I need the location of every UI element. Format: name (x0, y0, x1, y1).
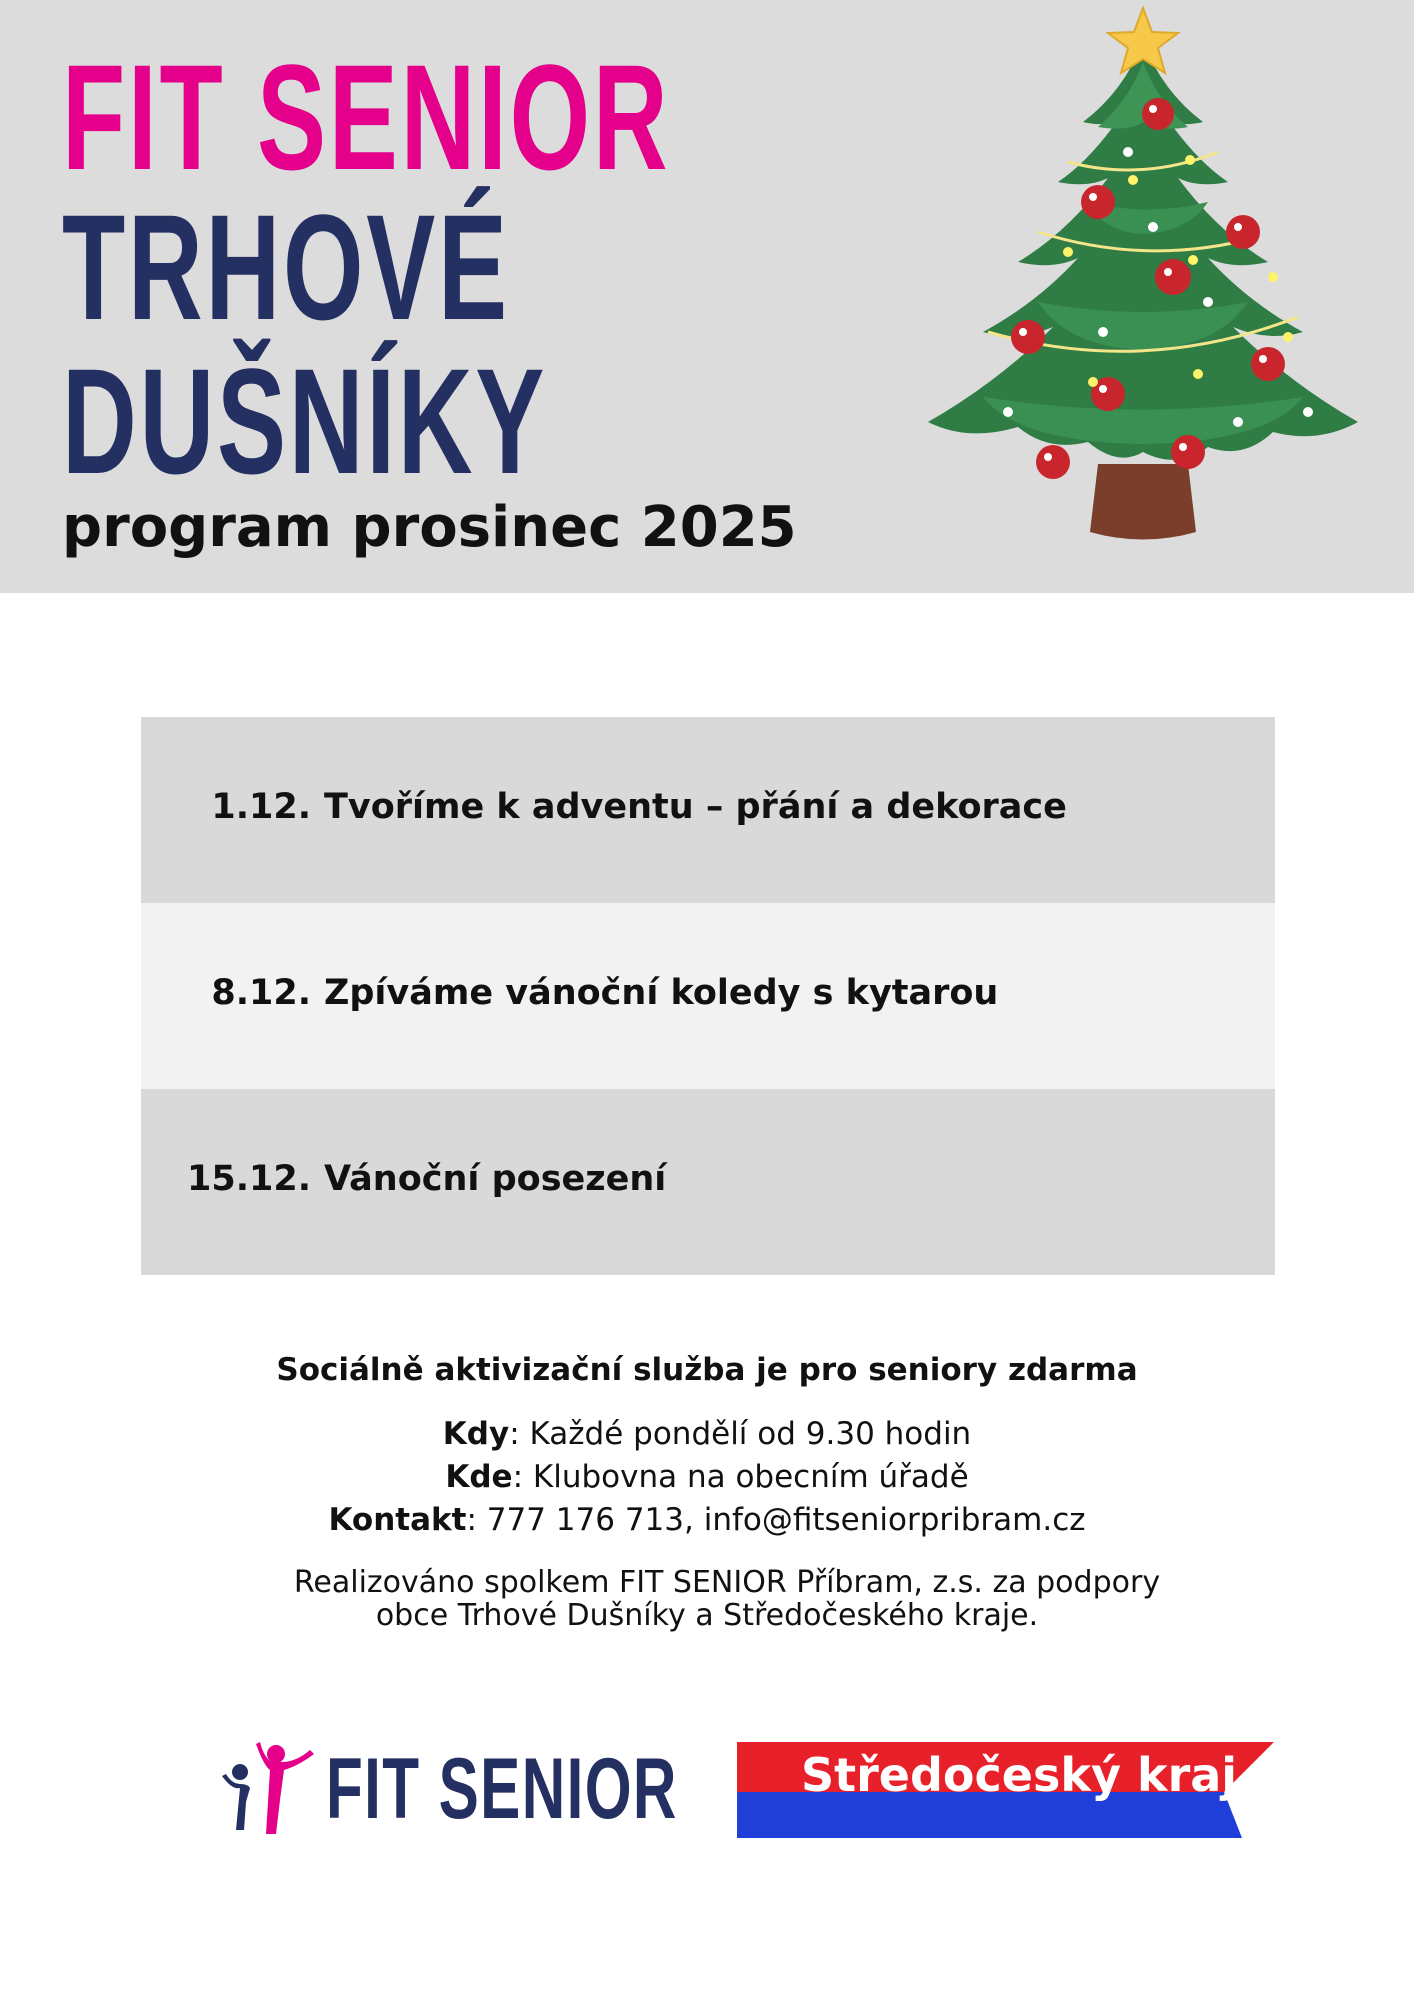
subtitle-program: program prosinec 2025 (62, 495, 797, 560)
when-value: : Každé pondělí od 9.30 hodin (509, 1416, 972, 1452)
table-row (141, 717, 1275, 903)
contact-value: : 777 176 713, info@fitseniorpribram.cz (466, 1502, 1086, 1538)
header-banner (0, 0, 1414, 593)
where-line (0, 1459, 1414, 1495)
fit-senior-logo (218, 1740, 678, 1840)
people-icon (218, 1740, 318, 1840)
christmas-tree-icon (888, 2, 1398, 547)
event-date: 15.12. (186, 1159, 311, 1199)
kraj-logo-text: Středočeský kraj (801, 1748, 1238, 1802)
when-label: Kdy (442, 1416, 510, 1452)
title-dusniky: DUŠNÍKY (62, 337, 548, 505)
program-table (141, 717, 1275, 1275)
realized-note (0, 1566, 1414, 1632)
stredocesky-kraj-logo (737, 1742, 1277, 1838)
event-title: Zpíváme vánoční koledy s kytarou (324, 973, 999, 1013)
event-date: 1.12. (211, 787, 311, 827)
contact-label: Kontakt (328, 1502, 467, 1538)
free-service-note: Sociálně aktivizační služba je pro seniory zdarma (276, 1352, 1138, 1388)
event-date: 8.12. (211, 973, 311, 1013)
realized-line-1: Realizováno spolkem FIT SENIOR Příbram, z.s. za podpory (293, 1565, 1161, 1600)
title-fit-senior: FIT SENIOR (62, 33, 671, 201)
contact-line (0, 1502, 1414, 1538)
where-value: : Klubovna na obecním úřadě (512, 1459, 969, 1495)
realized-line-2: obce Trhové Dušníky a Středočeského kraje. (375, 1598, 1039, 1633)
when-line (0, 1416, 1414, 1452)
table-row (141, 1089, 1275, 1275)
event-title: Tvoříme k adventu – přání a dekorace (324, 787, 1067, 827)
event-title: Vánoční posezení (324, 1159, 667, 1199)
fit-senior-logo-text: FIT SENIOR (326, 1741, 678, 1837)
title-trhove: TRHOVÉ (62, 183, 510, 351)
table-row (141, 903, 1275, 1089)
where-label: Kde (445, 1459, 513, 1495)
